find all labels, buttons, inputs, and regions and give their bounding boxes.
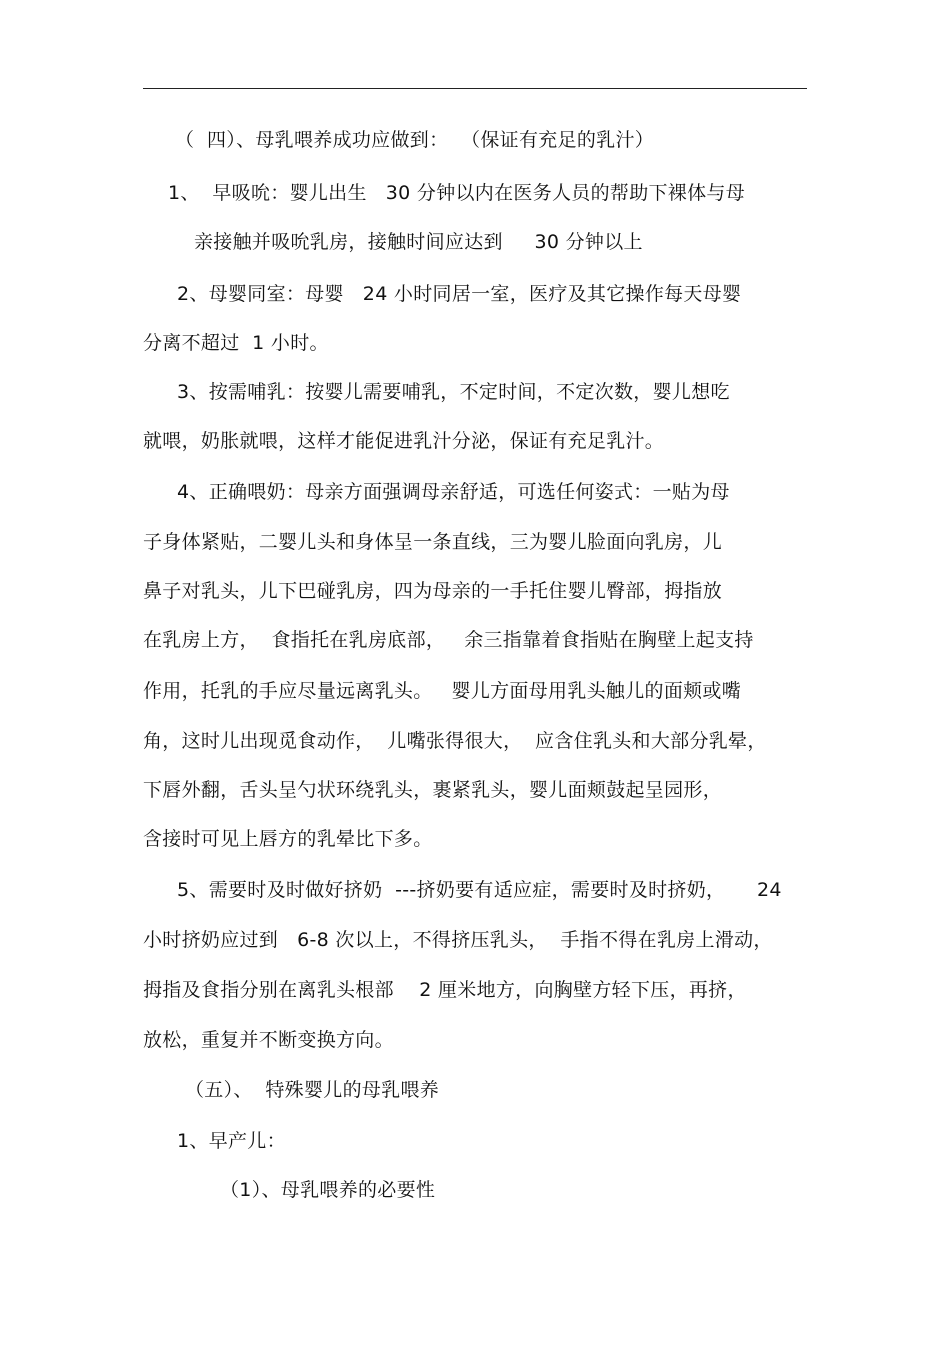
section-heading-5: （五）、 特殊婴儿的母乳喂养 — [185, 1079, 440, 1101]
paragraph-5-line-2: 小时挤奶应过到 6-8 次以上，不得挤压乳头， 手指不得在乳房上滑动， — [143, 929, 773, 951]
paragraph-4-line-8: 含接时可见上唇方的乳晕比下多。 — [143, 828, 433, 850]
paragraph-5-line-4: 放松，重复并不断变换方向。 — [143, 1029, 394, 1051]
section-heading-4: （ 四）、母乳喂养成功应做到： （保证有充足的乳汁） — [175, 129, 655, 151]
paragraph-4-line-3: 鼻子对乳头，儿下巴碰乳房，四为母亲的一手托住婴儿臀部，拇指放 — [143, 580, 723, 602]
subheading-necessity: （1）、母乳喂养的必要性 — [220, 1179, 436, 1201]
paragraph-3-line-1: 3、按需哺乳：按婴儿需要哺乳，不定时间，不定次数，婴儿想吃 — [177, 381, 730, 403]
paragraph-4-line-4: 在乳房上方， 食指托在乳房底部， 余三指靠着食指贴在胸壁上起支持 — [143, 629, 754, 651]
paragraph-3-line-2: 就喂，奶胀就喂，这样才能促进乳汁分泌，保证有充足乳汁。 — [143, 430, 665, 452]
paragraph-2-line-1: 2、母婴同室：母婴 24 小时同居一室，医疗及其它操作每天母婴 — [177, 283, 742, 305]
paragraph-1-line-2: 亲接触并吸吮乳房，接触时间应达到 30 分钟以上 — [194, 231, 643, 253]
paragraph-4-line-5: 作用，托乳的手应尽量远离乳头。 婴儿方面母用乳头触儿的面颊或嘴 — [143, 680, 742, 702]
paragraph-5-line-1: 5、需要时及时做好挤奶 ---挤奶要有适应症，需要时及时挤奶， 24 — [177, 879, 782, 901]
paragraph-2-line-2: 分离不超过 1 小时。 — [143, 332, 329, 354]
paragraph-4-line-2: 子身体紧贴，二婴儿头和身体呈一条直线，三为婴儿脸面向乳房，儿 — [143, 531, 723, 553]
header-rule — [143, 88, 807, 89]
paragraph-4-line-6: 角，这时儿出现觅食动作， 儿嘴张得很大， 应含住乳头和大部分乳晕， — [143, 730, 767, 752]
paragraph-1-line-1: 1、 早吸吮：婴儿出生 30 分钟以内在医务人员的帮助下裸体与母 — [168, 182, 746, 204]
paragraph-5-line-3: 拇指及食指分别在离乳头根部 2 厘米地方，向胸壁方轻下压，再挤， — [143, 979, 747, 1001]
paragraph-4-line-1: 4、正确喂奶：母亲方面强调母亲舒适，可选任何姿式：一贴为母 — [177, 481, 730, 503]
paragraph-4-line-7: 下唇外翻，舌头呈勺状环绕乳头，裹紧乳头，婴儿面颊鼓起呈园形， — [143, 779, 723, 801]
subheading-preterm: 1、早产儿： — [177, 1130, 286, 1152]
